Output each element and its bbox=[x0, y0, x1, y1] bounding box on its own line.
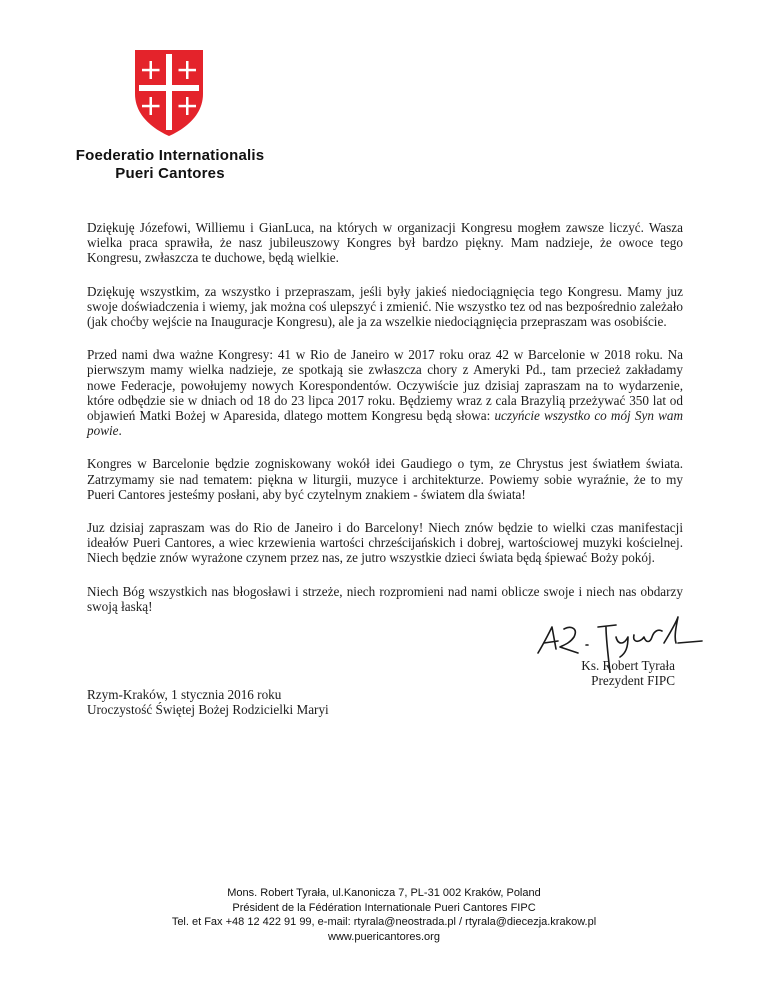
paragraph-blessing: Niech Bóg wszystkich nas błogosławi i strzeże, niech rozpromieni nad nami oblicze swoje i niech nas obdarzy swoją łaską! bbox=[87, 583, 683, 614]
fipc-logo bbox=[133, 48, 205, 138]
feast-line: Uroczystość Świętej Bożej Rodzicielki Maryi bbox=[87, 702, 329, 718]
place-date-line: Rzym-Kraków, 1 stycznia 2016 roku bbox=[87, 687, 282, 702]
organization-name bbox=[70, 147, 270, 183]
organization-line-1: Foederatio Internationalis bbox=[75, 147, 265, 164]
paragraph-congresses-text: Przed nami dwa ważne Kongresy: 41 w Rio de Janeiro w 2017 roku oraz 42 w Barcelonie w 2018 roku. Na pierwszym mamy wielka nadzieje, ze spotkają sie zwłaszcza chory z Ameryki Pd., tam przecież zakładamy nowe Federacje, powołujemy nowych Korespondentów. Oczywiście juz dzisiaj zapraszam na to wydarzenie, które odbędzie sie w dniach od 18 do 23 lipca 2017 roku. Będziemy wraz z cala Brazylią przeżywać 350 lat od objawień Matki Bożej w Aparesida, dlatego mottem Kongresu będą słowa: bbox=[87, 347, 683, 424]
signatory bbox=[581, 658, 675, 688]
letter-body bbox=[87, 220, 683, 632]
footer-contact: Tel. et Fax +48 12 422 91 99, e-mail: rtyrala@neostrada.pl / rtyrala@diecezja.krakow.pl bbox=[171, 916, 597, 928]
paragraph-congresses bbox=[87, 347, 683, 438]
paragraph-apology: Dziękuję wszystkim, za wszystko i przepraszam, jeśli były jakieś niedociągnięcia tego Kongresu. Mamy juz swoje doświadczenia i wiemy, jak można coś ulepszyć i zmienić. Nie wszystko tez od nas bezpośrednio zależało (jak choćby wejście na Inauguracje Kongresu), ale ja za wszelkie niedociągnięcia przepraszam was osobiście. bbox=[87, 283, 683, 330]
footer-role: Président de la Fédération Internationale Pueri Cantores FIPC bbox=[232, 901, 536, 914]
paragraph-invitation: Juz dzisiaj zapraszam was do Rio de Janeiro i do Barcelony! Niech znów będzie to wielki czas manifestacji ideałów Pueri Cantores, a wiec krzewienia wartości chrześcijańskich i dobrej, wartościowej muzyki kościelnej. Niech będzie znów wyrażone czynem przez nas, ze jutro wszystkie dzieci świata będą śpiewać Boży pokój. bbox=[87, 520, 683, 566]
signatory-name: Ks. Robert Tyrała bbox=[581, 658, 675, 673]
organization-line-2: Pueri Cantores bbox=[115, 165, 225, 182]
paragraph-barcelona: Kongres w Barcelonie będzie zogniskowany wokół idei Gaudiego o tym, ze Chrystus jest światłem świata. Zatrzymamy sie nad tematem: piękna w liturgii, muzyce i architekturze. Powiemy sobie wyraźnie, że to my Pueri Cantores jesteśmy posłani, aby być czytelnym znakiem - światem dla świata! bbox=[87, 456, 683, 502]
footer-website: www.puericantores.org bbox=[328, 930, 440, 943]
signatory-title: Prezydent FIPC bbox=[591, 673, 675, 689]
paragraph-thanks: Dziękuję Józefowi, Williemu i GianLuca, na których w organizacji Kongresu mogłem zawsze liczyć. Wasza wielka praca sprawiła, że nasz jubileuszowy Kongres był bardzo piękny. Mam nadzieje, że owoce tego Kongresu, zwłaszcza te duchowe, będą wielkie. bbox=[87, 220, 683, 266]
place-and-date bbox=[87, 687, 329, 717]
footer-address: Mons. Robert Tyrała, ul.Kanonicza 7, PL-31 002 Kraków, Poland bbox=[227, 887, 541, 899]
paragraph-congresses-end: . bbox=[118, 423, 122, 439]
signature-block bbox=[530, 613, 710, 703]
letterhead-footer bbox=[0, 886, 768, 944]
congress-motto: uczyńcie wszystko co mój Syn wam powie bbox=[87, 408, 683, 439]
